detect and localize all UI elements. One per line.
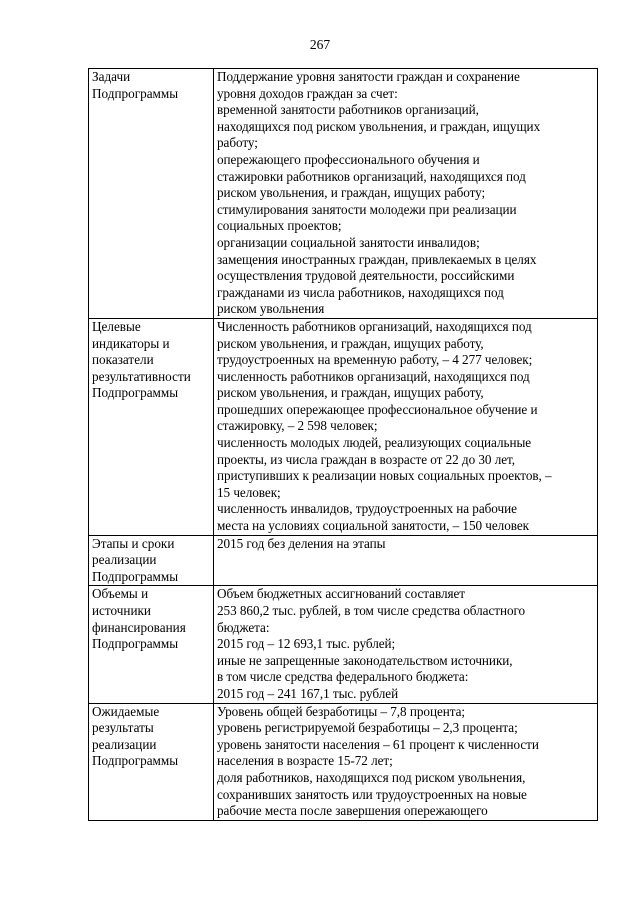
value-line: уровень регистрируемой безработицы – 2,3 процента; [217,720,518,736]
value-line: риском увольнения, и граждан, ищущих работу, [217,385,484,401]
row-value-tasks [214,69,598,319]
label-line: реализации [92,736,157,752]
label-line: результативности [92,368,191,384]
row-value-funding [214,586,598,703]
value-line: уровня доходов граждан за счет: [217,85,398,101]
value-line: работу; [217,135,258,151]
label-line: Подпрограммы [92,636,179,652]
row-value-expected-results [214,703,598,820]
table-row-expected-results [89,703,598,820]
table-row-stages [89,535,598,586]
value-line: приступивших к реализации новых социальных проектов, – [217,468,552,484]
label-line: Подпрограммы [92,568,179,584]
value-line: опережающего профессионального обучения и [217,151,480,167]
value-line: риском увольнения, и граждан, ищущих работу; [217,185,486,201]
value-line: Численность работников организаций, находящихся под [217,318,532,334]
value-line: организации социальной занятости инвалидов; [217,234,480,250]
row-value-indicators [214,318,598,535]
table-row-indicators [89,318,598,535]
label-line: Объемы и [92,586,149,602]
row-label-expected-results [89,703,214,820]
label-line: показатели [92,352,154,368]
value-line: стажировки работников организаций, находящихся под [217,168,526,184]
value-line: бюджета: [217,619,270,635]
value-line: численность работников организаций, находящихся под [217,368,530,384]
value-line: 2015 год – 241 167,1 тыс. рублей [217,685,399,701]
value-line: сохранивших занятость или трудоустроенных на новые [217,786,527,802]
label-line: Этапы и сроки [92,535,175,551]
label-line: Целевые [92,318,141,334]
label-line: реализации [92,552,157,568]
row-value-stages [214,535,598,586]
value-line: рабочие места после завершения опережающего [217,803,488,819]
label-line: Подпрограммы [92,385,179,401]
value-line: 2015 год – 12 693,1 тыс. рублей; [217,636,396,652]
value-line: замещения иностранных граждан, привлекаемых в целях [217,251,537,267]
value-line: иные не запрещенные законодательством источники, [217,652,513,668]
value-line: места на условиях социальной занятости, – 150 человек [217,518,530,534]
table-row-funding [89,586,598,703]
value-line: Объем бюджетных ассигнований составляет [217,586,466,602]
value-line: 15 человек; [217,484,281,500]
value-line: 253 860,2 тыс. рублей, в том числе средства областного [217,603,526,618]
table-row-tasks [89,69,598,319]
label-line: финансирования [92,619,186,635]
value-line: прошедших опережающее профессиональное обучение и [217,401,538,417]
value-line: в том числе средства федерального бюджета: [217,669,469,685]
value-line: стимулирования занятости молодежи при реализации [217,201,517,217]
value-line: уровень занятости населения – 61 процент к численности [217,736,539,752]
label-line: Подпрограммы [92,85,179,101]
value-line: доля работников, находящихся под риском увольнения, [217,769,526,785]
label-line: индикаторы и [92,335,170,351]
subprogram-passport-table [88,68,598,821]
label-line: источники [92,603,151,618]
row-label-funding [89,586,214,703]
value-line: Уровень общей безработицы – 7,8 процента; [217,703,466,719]
label-line: Подпрограммы [92,753,179,769]
value-line: гражданами из числа работников, находящихся под [217,284,504,300]
value-line: осуществления трудовой деятельности, российскими [217,268,515,284]
value-line: риском увольнения [217,301,325,317]
value-line: Поддержание уровня занятости граждан и сохранение [217,69,520,84]
value-line: 2015 год без деления на этапы [217,535,386,551]
row-label-stages [89,535,214,586]
value-line: численность инвалидов, трудоустроенных на рабочие [217,501,517,517]
value-line: риском увольнения, и граждан, ищущих работу, [217,335,484,351]
page-number: 267 [309,37,331,52]
value-line: временной занятости работников организаций, [217,102,479,118]
value-line: населения в возрасте 15-72 лет; [217,753,393,769]
label-line: Задачи [92,69,131,84]
value-line: численность молодых людей, реализующих социальные [217,435,532,451]
row-label-indicators [89,318,214,535]
label-line: Ожидаемые [92,703,160,719]
value-line: стажировку, – 2 598 человек; [217,418,378,434]
label-line: результаты [92,720,154,736]
value-line: трудоустроенных на временную работу, – 4 277 человек; [217,352,533,368]
value-line: находящихся под риском увольнения, и граждан, ищущих [217,118,541,134]
row-label-tasks [89,69,214,319]
value-line: социальных проектов; [217,218,342,234]
value-line: проекты, из числа граждан в возрасте от 22 до 30 лет, [217,451,516,467]
